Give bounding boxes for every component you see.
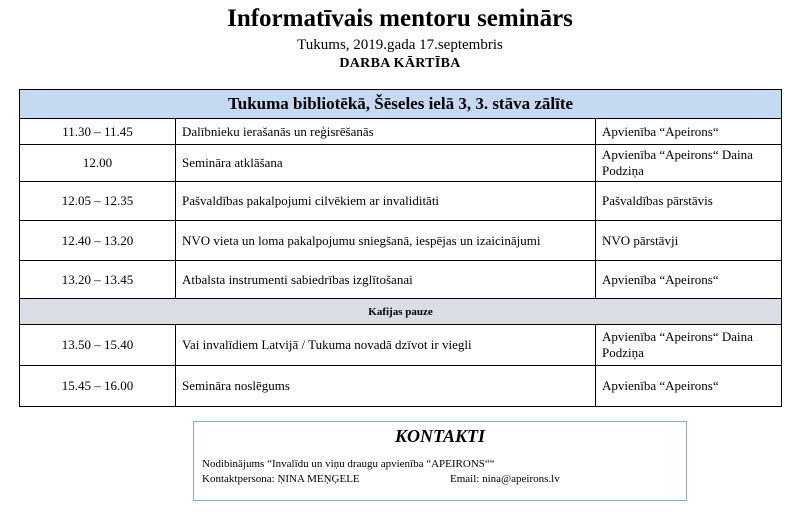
time-cell: 12.00: [20, 145, 176, 182]
time-cell: 11.30 – 11.45: [20, 119, 176, 145]
document-title: Informatīvais mentoru seminārs: [227, 5, 573, 32]
location-row: [20, 90, 782, 119]
time-cell: 13.20 – 13.45: [20, 261, 176, 299]
document-subtitle: Tukums, 2019.gada 17.septembris: [297, 37, 503, 53]
pause-row: [20, 299, 782, 325]
table-row: [20, 145, 782, 182]
agenda-heading: DARBA KĀRTĪBA: [339, 56, 461, 71]
activity-cell: Semināra atklāšana: [176, 145, 596, 182]
presenter-cell: NVO pārstāvji: [596, 221, 782, 261]
time-cell: 12.05 – 12.35: [20, 182, 176, 221]
table-row: [20, 366, 782, 407]
time-cell: 15.45 – 16.00: [20, 366, 176, 407]
table-row: [20, 261, 782, 299]
table-row: [20, 325, 782, 366]
contacts-title: KONTAKTI: [394, 426, 486, 446]
location-cell: Tukuma bibliotēkā, Šēseles ielā 3, 3. stāva zālīte: [20, 90, 782, 119]
table-row: [20, 182, 782, 221]
presenter-cell: Apvienība “Apeirons“: [596, 261, 782, 299]
contacts-email: Email: nina@apeirons.lv: [450, 473, 560, 485]
presenter-cell: Apvienība “Apeirons“: [596, 119, 782, 145]
activity-cell: Semināra noslēgums: [176, 366, 596, 407]
activity-cell: NVO vieta un loma pakalpojumu sniegšanā, iespējas un izaicinājumi: [176, 221, 596, 261]
presenter-cell: Pašvaldības pārstāvis: [596, 182, 782, 221]
pause-cell: Kafijas pauze: [20, 299, 782, 325]
contacts-box: [193, 421, 687, 501]
table-row: [20, 221, 782, 261]
presenter-cell: Apvienība “Apeirons“ Daina Podziņa: [596, 325, 782, 366]
table-row: [20, 119, 782, 145]
time-cell: 13.50 – 15.40: [20, 325, 176, 366]
presenter-cell: Apvienība “Apeirons“ Daina Podziņa: [596, 145, 782, 182]
activity-cell: Vai invalīdiem Latvijā / Tukuma novadā dzīvot ir viegli: [176, 325, 596, 366]
activity-cell: Dalībnieku ierašanās un reģisrēšanās: [176, 119, 596, 145]
activity-cell: Pašvaldības pakalpojumi cilvēkiem ar invaliditāti: [176, 182, 596, 221]
time-cell: 12.40 – 13.20: [20, 221, 176, 261]
presenter-cell: Apvienība “Apeirons“: [596, 366, 782, 407]
agenda-table: [19, 89, 782, 407]
activity-cell: Atbalsta instrumenti sabiedrības izglītošanai: [176, 261, 596, 299]
contacts-person: Kontaktpersona: ŅINA MEŅĢELE: [202, 473, 360, 485]
contacts-organization: Nodibinājums “Invalīdu un viņu draugu apvienība “APEIRONS““: [202, 458, 495, 470]
